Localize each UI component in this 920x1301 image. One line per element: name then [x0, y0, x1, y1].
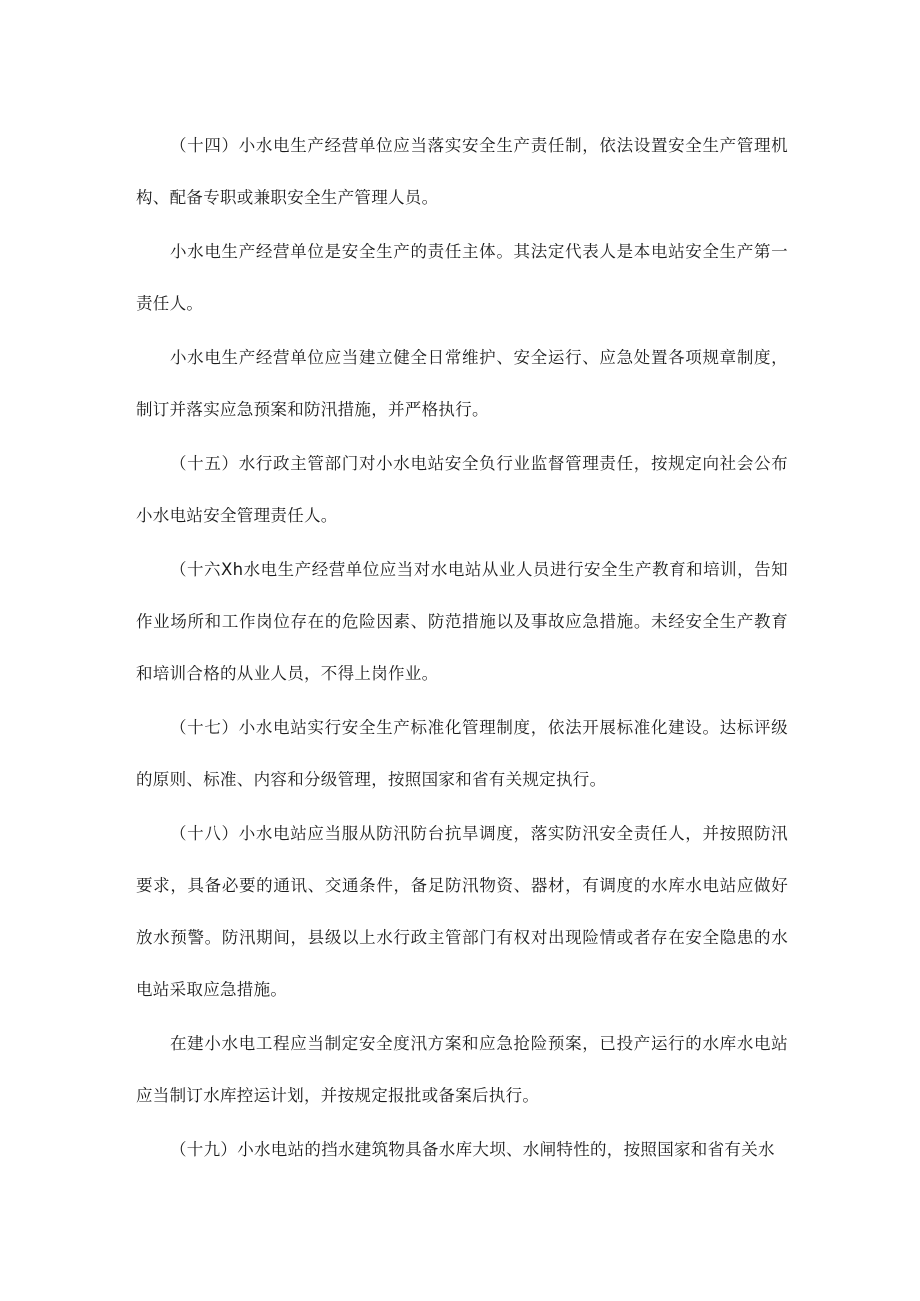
- paragraph-19: （十九）小水电站的挡水建筑物具备水库大坝、水闸特性的，按照国家和省有关水: [170, 1140, 775, 1159]
- paragraph-14: （十四）小水电生产经营单位应当落实安全生产责任制，依法设置安全生产管理机构、配备专职或兼职安全生产管理人员。: [136, 136, 788, 207]
- paragraph-responsibility-subject: 小水电生产经营单位是安全生产的责任主体。其法定代表人是本电站安全生产第一责任人。: [136, 242, 788, 313]
- paragraph-18: （十八）小水电站应当服从防汛防台抗旱调度，落实防汛安全责任人，并按照防汛要求，具备必要的通讯、交通条件，备足防汛物资、器材，有调度的水库水电站应做好放水预警。防汛期间，县级以上水行政主管部门有权对出现险情或者存在安全隐患的水电站采取应急措施。: [136, 824, 788, 999]
- paragraph-16: （十六Xh水电生产经营单位应当对水电站从业人员进行安全生产教育和培训，告知作业场所和工作岗位存在的危险因素、防范措施以及事故应急措施。未经安全生产教育和培训合格的从业人员，不得上岗作业。: [136, 560, 788, 683]
- paragraph-rules-system: 小水电生产经营单位应当建立健全日常维护、安全运行、应急处置各项规章制度，制订并落实应急预案和防汛措施，并严格执行。: [136, 348, 788, 419]
- paragraph-15: （十五）水行政主管部门对小水电站安全负行业监督管理责任，按规定向社会公布小水电站安全管理责任人。: [136, 454, 788, 525]
- paragraph-construction-flood-plan: 在建小水电工程应当制定安全度汛方案和应急抢险预案，已投产运行的水库水电站应当制订水库控运计划，并按规定报批或备案后执行。: [136, 1034, 788, 1105]
- paragraph-17: （十七）小水电站实行安全生产标准化管理制度，依法开展标准化建设。达标评级的原则、标准、内容和分级管理，按照国家和省有关规定执行。: [136, 718, 788, 789]
